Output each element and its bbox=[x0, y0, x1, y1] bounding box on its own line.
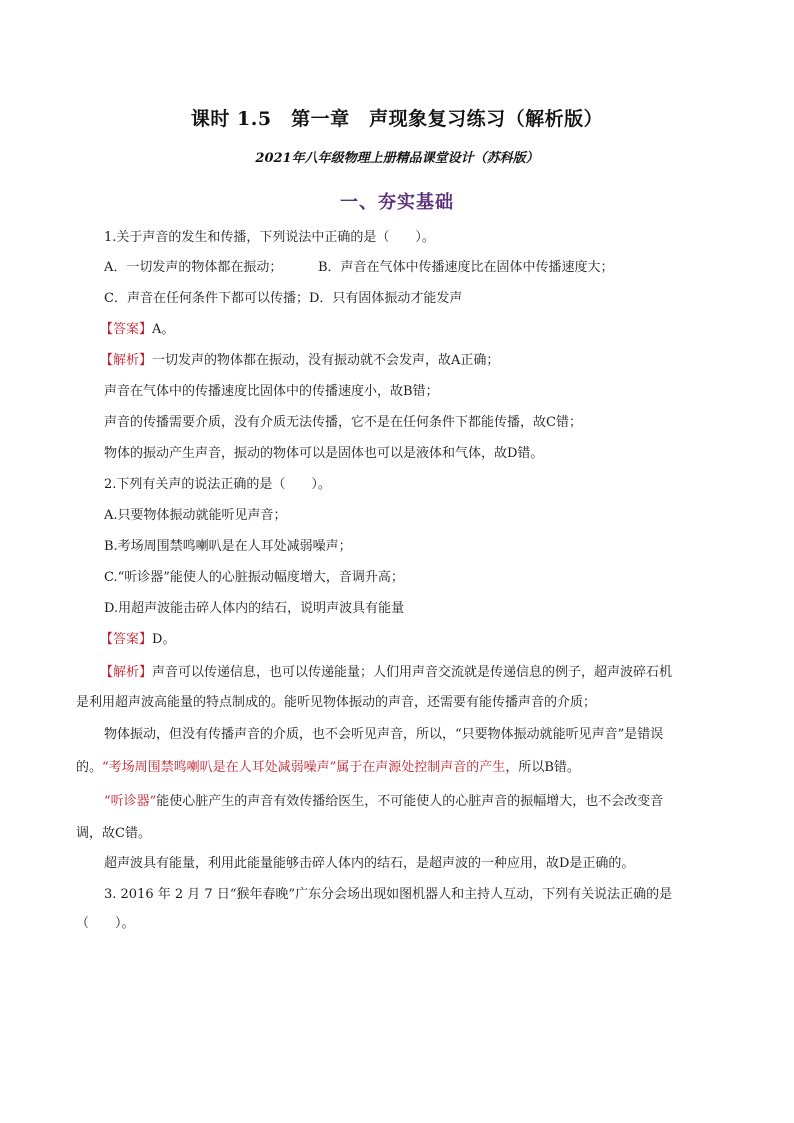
analysis-text: 的。 bbox=[76, 760, 103, 775]
q2-analysis-3b: 调，故C错。 bbox=[76, 826, 151, 841]
q1-analysis-2: 声音在气体中的传播速度比固体中的传播速度小，故B错； bbox=[104, 384, 439, 399]
analysis-highlight: “考场周围禁鸣喇叭是在人耳处减弱噪声”属于在声源处控制声音的产生 bbox=[102, 760, 506, 775]
q2-analysis-2b bbox=[76, 758, 580, 778]
analysis-text: 声音可以传递信息，也可以传递能量；人们用声音交流就是传递信息的例子，超声波碎石机 bbox=[152, 665, 673, 680]
q1-answer bbox=[100, 320, 174, 340]
q2-analysis-3a bbox=[104, 792, 663, 812]
q1-analysis-4: 物体的振动产生声音，振动的物体可以是固体也可以是液体和气体，故D错。 bbox=[104, 446, 544, 461]
q2-analysis-1a bbox=[100, 663, 672, 683]
answer-value: A。 bbox=[152, 322, 175, 337]
q1-stem: 1.关于声音的发生和传播，下列说法中正确的是（ ）。 bbox=[104, 230, 435, 245]
document-subtitle: 2021年八年级物理上册精品课堂设计（苏科版） bbox=[255, 151, 539, 166]
q3-stem: 3. 2016 年 2 月 7 日“猴年春晚”广东分会场出现如图机器人和主持人互动，下列有关说法正确的是 bbox=[104, 887, 673, 902]
q2-analysis-2a: 物体振动，但没有传播声音的介质，也不会听见声音，所以，“只要物体振动就能听见声音”是错误 bbox=[104, 727, 664, 742]
q2-option-d: D.用超声波能击碎人体内的结石，说明声波具有能量 bbox=[104, 601, 405, 616]
q2-analysis-1b: 是利用超声波高能量的特点制成的。能听见物体振动的声音，还需要有能传播声音的介质； bbox=[76, 695, 597, 710]
answer-value: D。 bbox=[152, 632, 176, 647]
answer-tag: 【答案】 bbox=[100, 322, 153, 337]
section-heading: 一、夯实基础 bbox=[340, 192, 454, 213]
document-title: 课时 1.5 第一章 声现象复习练习（解析版） bbox=[190, 108, 604, 130]
q2-option-b: B.考场周围禁鸣喇叭是在人耳处减弱噪声； bbox=[104, 539, 352, 554]
analysis-highlight: “听诊器” bbox=[104, 794, 157, 809]
q2-option-c: C.“听诊器”能使人的心脏振动幅度增大，音调升高； bbox=[104, 570, 404, 585]
analysis-text: 能使心脏产生的声音有效传播给医生，不可能使人的心脏声音的振幅增大，也不会改变音 bbox=[156, 794, 664, 809]
analysis-tag: 【解析】 bbox=[100, 665, 153, 680]
q3-stem-cont: （ ）。 bbox=[76, 916, 135, 931]
answer-tag: 【答案】 bbox=[100, 632, 153, 647]
q2-answer bbox=[100, 630, 175, 650]
q2-stem: 2.下列有关声的说法正确的是（ ）。 bbox=[104, 477, 331, 492]
analysis-tag: 【解析】 bbox=[100, 353, 153, 368]
q1-option-a: A．一切发声的物体都在振动； bbox=[104, 260, 283, 275]
q1-option-cd: C．声音在任何条件下都可以传播；D．只有固体振动才能发声 bbox=[104, 291, 463, 306]
analysis-text: ，所以B错。 bbox=[505, 760, 580, 775]
q1-analysis-3: 声音的传播需要介质，没有介质无法传播，它不是在任何条件下都能传播，故C错； bbox=[104, 415, 582, 430]
q2-option-a: A.只要物体振动就能听见声音； bbox=[104, 508, 287, 523]
q1-option-b: B．声音在气体中传播速度比在固体中传播速度大； bbox=[318, 260, 614, 275]
q2-analysis-4: 超声波具有能量，利用此能量能够击碎人体内的结石，是超声波的一种应用，故D是正确的。 bbox=[104, 856, 635, 871]
q1-analysis-1 bbox=[100, 351, 499, 371]
analysis-text: 一切发声的物体都在振动，没有振动就不会发声，故A正确； bbox=[152, 353, 500, 368]
